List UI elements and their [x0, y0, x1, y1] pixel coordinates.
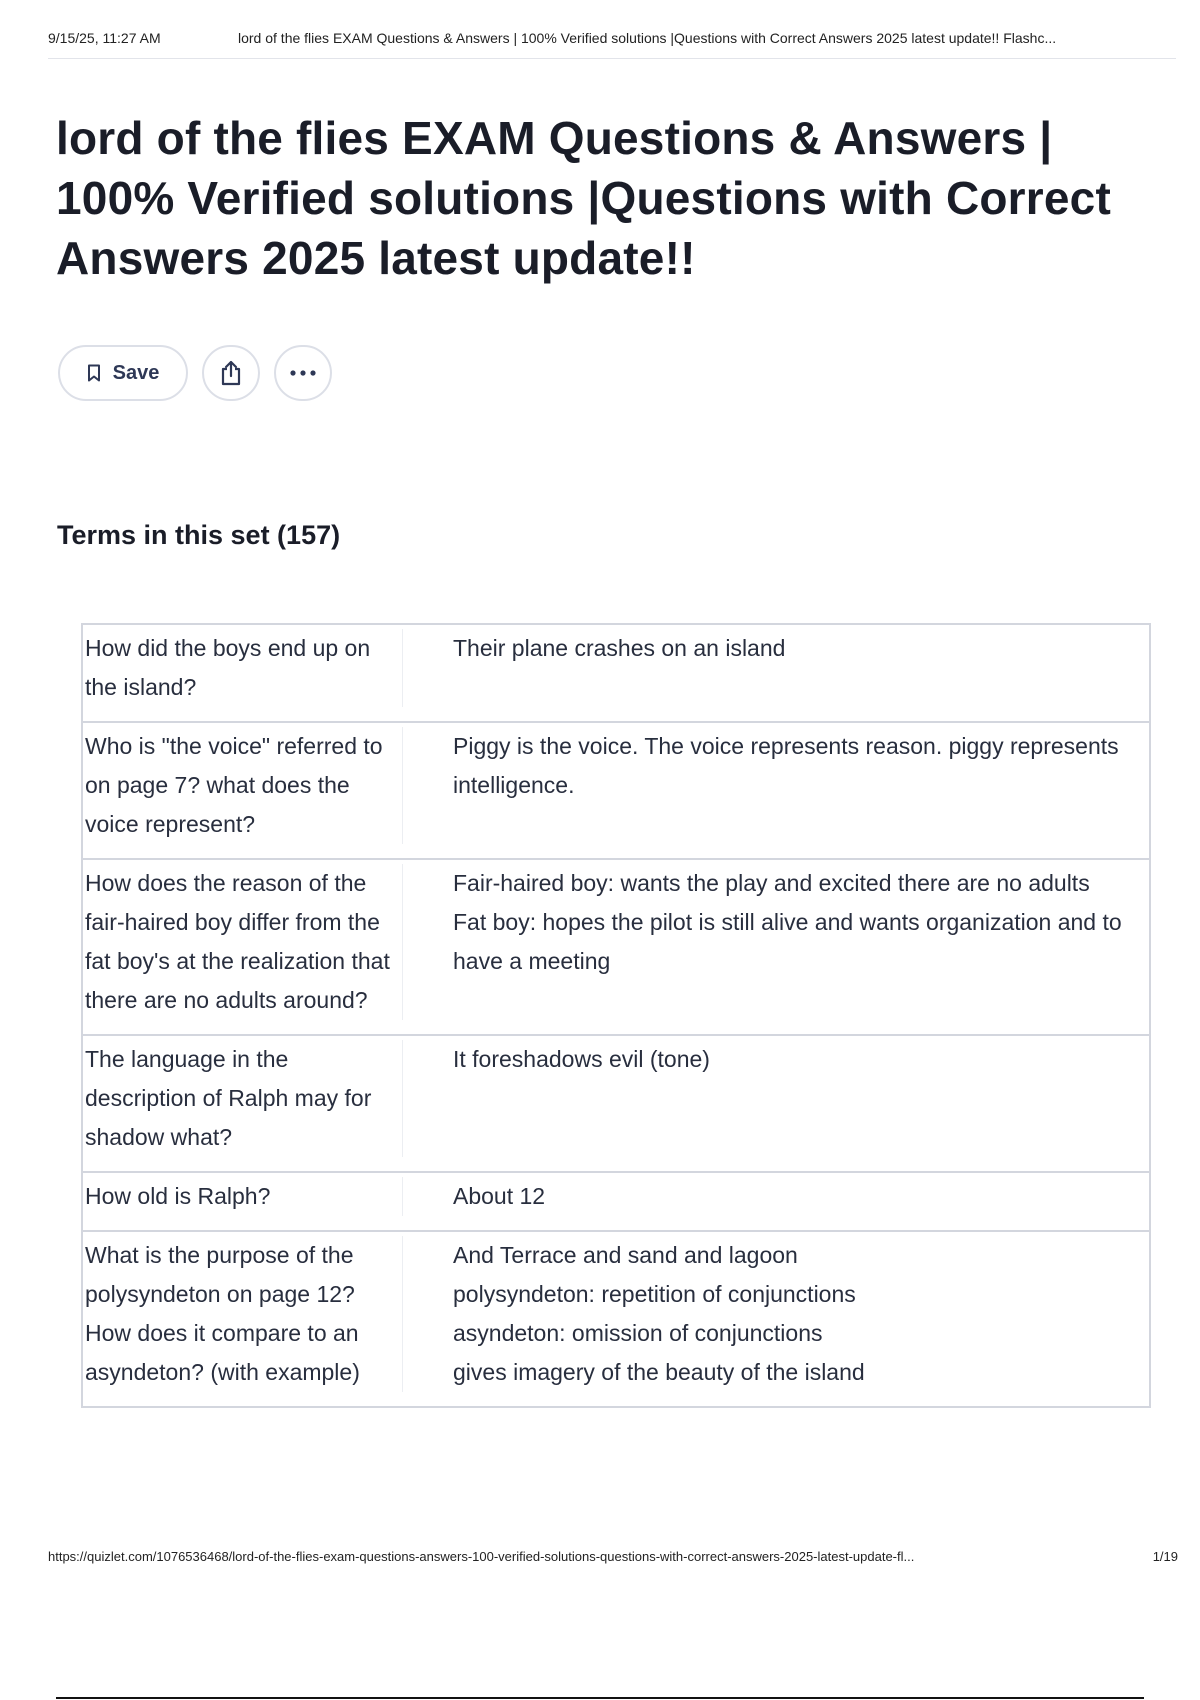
- page-indicator: 1/19: [1152, 1549, 1178, 1564]
- term-text: The language in the description of Ralph may for shadow what?: [83, 1040, 403, 1157]
- more-options-button[interactable]: [274, 345, 332, 401]
- definition-text: Their plane crashes on an island: [453, 635, 786, 661]
- table-row: [83, 1036, 1149, 1173]
- print-timestamp: 9/15/25, 11:27 AM: [48, 30, 161, 46]
- table-row: [83, 723, 1149, 860]
- print-document-title: lord of the flies EXAM Questions & Answers | 100% Verified solutions |Questions with Correct Answers 2025 latest update!! Flashc...: [238, 30, 1057, 46]
- term-text: Who is "the voice" referred to on page 7? what does the voice represent?: [83, 727, 403, 844]
- page-title: lord of the flies EXAM Questions & Answers | 100% Verified solutions |Questions with Correct Answers 2025 latest update!!: [56, 112, 1111, 284]
- definition-text: Fair-haired boy: wants the play and excited there are no adults Fat boy: hopes the pilot is still alive and wants organization and to have a meeting: [453, 870, 1122, 974]
- term-text: How old is Ralph?: [83, 1177, 403, 1216]
- term-text: How does the reason of the fair-haired boy differ from the fat boy's at the realization that there are no adults around?: [83, 864, 403, 1020]
- terms-heading: Terms in this set (157): [57, 520, 341, 550]
- share-icon: [219, 360, 243, 386]
- term-text: How did the boys end up on the island?: [83, 629, 403, 707]
- page-url: https://quizlet.com/1076536468/lord-of-the-flies-exam-questions-answers-100-verified-solutions-questions-with-correct-answers-2025-latest-update-fl...: [48, 1549, 915, 1564]
- term-text: What is the purpose of the polysyndeton on page 12? How does it compare to an asyndeton? (with example): [83, 1236, 403, 1392]
- definition-text: About 12: [453, 1183, 546, 1209]
- definition-text: It foreshadows evil (tone): [453, 1046, 710, 1072]
- definition-text: And Terrace and sand and lagoon polysyndeton: repetition of conjunctions asyndeton: omission of conjunctions gives imagery of the beauty of the island: [453, 1242, 865, 1385]
- page-bottom-divider: [56, 1697, 1144, 1699]
- table-row: [83, 625, 1149, 723]
- definition-text: Piggy is the voice. The voice represents reason. piggy represents intelligence.: [453, 733, 1119, 798]
- share-button[interactable]: [202, 345, 260, 401]
- action-bar: [58, 345, 332, 401]
- more-options-icon: [290, 370, 316, 376]
- table-row: [83, 1173, 1149, 1232]
- print-header: [48, 30, 1176, 59]
- table-row: [83, 1232, 1149, 1406]
- terms-table: [81, 623, 1151, 1408]
- table-row: [83, 860, 1149, 1036]
- save-button-label: Save: [112, 361, 160, 384]
- bookmark-icon: [87, 364, 101, 382]
- save-button[interactable]: [58, 345, 188, 401]
